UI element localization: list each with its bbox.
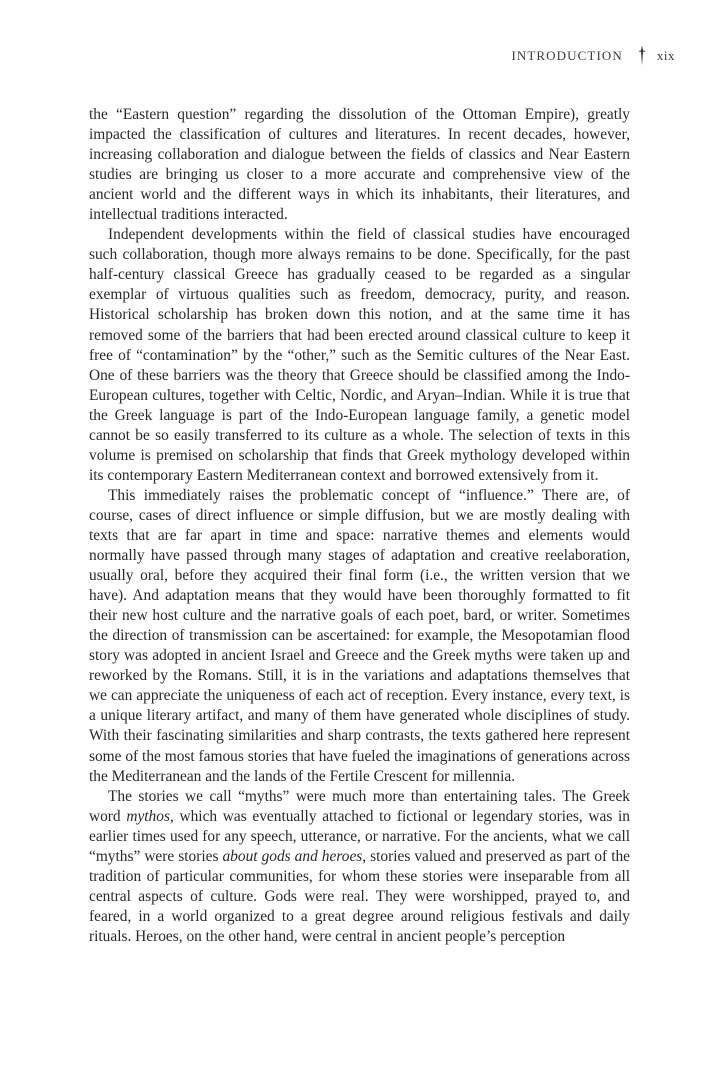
running-head-section-title: INTRODUCTION	[511, 48, 623, 63]
page-number: xix	[656, 48, 675, 63]
paragraph-3: This immediately raises the problematic concept of “influence.” There are, of course, cases of direct influence or simple diffusion, but we are mostly dealing with texts that are far apart in time and space: narrative themes and elements would normally have passed through many stages of adaptation and creative reelaboration, usually oral, before they acquired their final form (i.e., the written version that we have). And adaptation means that they would have been thoroughly formatted to fit their new host culture and the narrative goals of each poet, bard, or writer. Sometimes the direction of transmission can be ascertained: for example, the Mesopotamian flood story was adopted in ancient Israel and Greece and the Greek myths were taken up and reworked by the Romans. Still, it is in the variations and adaptations themselves that we can appreciate the uniqueness of each act of reception. Every instance, every text, is a unique literary artifact, and many of them have generated whole disciplines of study. With their fascinating similarities and sharp contrasts, the texts gathered here represent some of the most famous stories that have fueled the imaginations of generations across the Mediterranean and the lands of the Fertile Crescent for millennia.	[89, 486, 630, 785]
body-text	[89, 105, 630, 947]
paragraph-4-run-2: , which was eventually attached to fictional or legendary stories, was in earlier times used for any speech, utterance, or narrative. For the ancients, what we call “myths” were stories	[89, 807, 630, 865]
paragraph-4-run-1: The stories we call “myths” were much more than entertaining tales. The Greek word	[89, 787, 630, 825]
italic-term-mythos: mythos	[126, 807, 170, 825]
italic-phrase-gods-and-heroes: about gods and heroes	[222, 847, 363, 865]
paragraph-4-run-3: , stories valued and preserved as part of the tradition of particular communities, for whom these stories were inseparable from all central aspects of culture. Gods were real. They were worshipped, prayed to, and feared, in a world organized to a great degree around religious festivals and daily rituals. Heroes, on the other hand, were central in ancient people’s perception	[89, 847, 630, 945]
running-head	[511, 45, 675, 67]
paragraph-2: Independent developments within the field of classical studies have encouraged such collaboration, though more always remains to be done. Specifically, for the past half-century classical Greece has gradually ceased to be regarded as a singular exemplar of virtuous qualities such as freedom, democracy, purity, and reason. Historical scholarship has broken down this notion, and at the same time it has removed some of the barriers that had been erected around classical culture to keep it free of “contamination” by the “other,” such as the Semitic cultures of the Near East. One of these barriers was the theory that Greece should be classified among the Indo-European cultures, together with Celtic, Nordic, and Aryan–Indian. While it is true that the Greek language is part of the Indo-European language family, a genetic model cannot be so easily transferred to its culture as a whole. The selection of texts in this volume is premised on scholarship that finds that Greek mythology developed within its contemporary Eastern Mediterranean context and borrowed extensively from it.	[89, 226, 630, 484]
paragraph-1: the “Eastern question” regarding the dissolution of the Ottoman Empire), greatly impacted the classification of cultures and literatures. In recent decades, however, increasing collaboration and dialogue between the fields of classics and Near Eastern studies are bringing us closer to a more accurate and comprehensive view of the ancient world and the different ways in which its inhabitants, their literatures, and intellectual traditions interacted.	[89, 106, 630, 224]
dagger-ornament-icon	[635, 45, 649, 67]
paragraph-4	[89, 787, 630, 947]
